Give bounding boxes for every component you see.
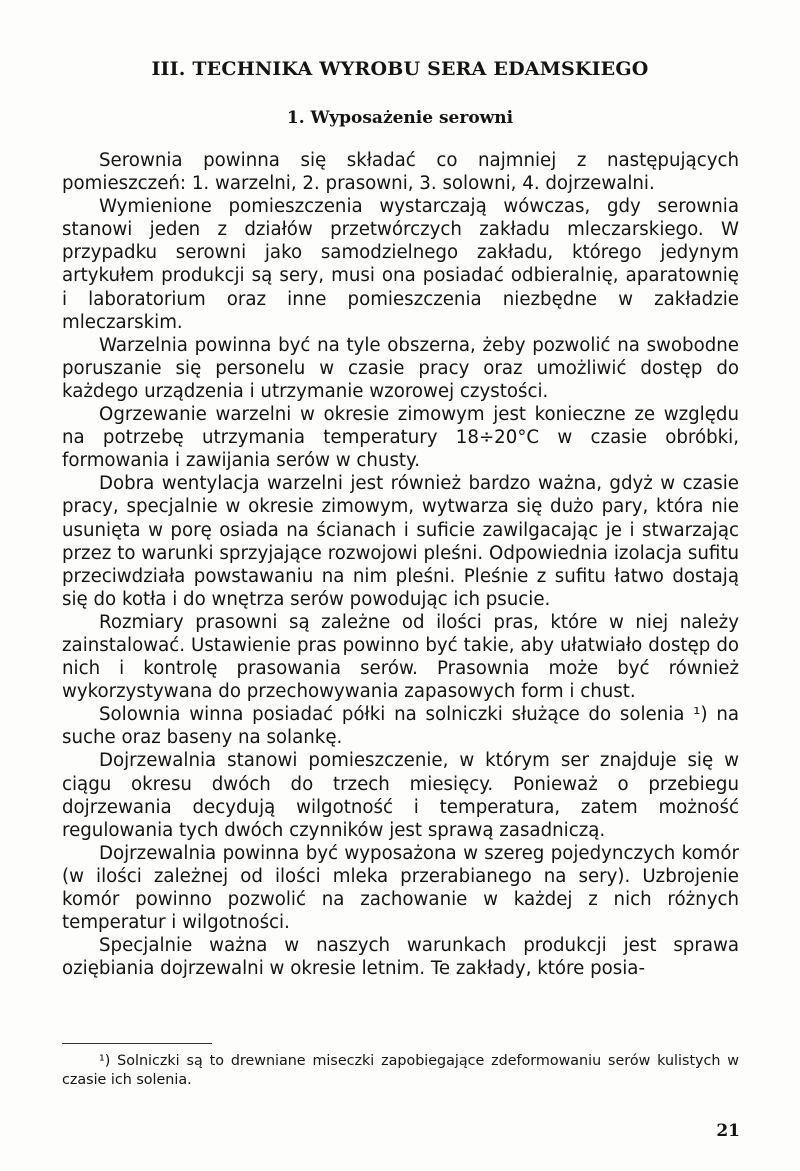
paragraph: Specjalnie ważna w naszych warunkach produkcji jest sprawa oziębiania dojrzewalni w okresie letnim. Te zakłady, które posia- <box>62 935 739 980</box>
section-title: 1. Wyposażenie serowni <box>286 108 514 128</box>
paragraph: Warzelnia powinna być na tyle obszerna, żeby pozwolić na swobodne poruszanie się personelu w czasie pracy oraz umożliwić dostęp do każdego urządzenia i utrzymanie wzorowej czystości. <box>62 334 739 402</box>
paragraph: Dojrzewalnia stanowi pomieszczenie, w którym ser znajduje się w ciągu okresu dwóch do trzech miesięcy. Ponieważ o przebiegu dojrzewania decydują wilgotność i temperatura, zatem możność regulowania tych dwóch czynników jest sprawą zasadniczą. <box>62 750 739 841</box>
paragraph: Dobra wentylacja warzelni jest również bardzo ważna, gdyż w czasie pracy, specjalnie w okresie zimowym, wytwarza się dużo pary, która nie usunięta w porę osiada na ścianach i suficie zawilgacając je i stwarzając przez to warunki sprzyjające rozwojowi pleśni. Odpowiednia izolacja sufitu przeciwdziała powstawaniu na nim pleśni. Pleśnie z sufitu łatwo dostają się do kotła i do wnętrza serów powodując ich psucie. <box>62 473 739 610</box>
footnote-divider <box>62 1043 212 1044</box>
paragraph: Solownia winna posiadać półki na solniczki służące do solenia ¹) na suche oraz baseny na solankę. <box>62 704 739 749</box>
paragraph: Dojrzewalnia powinna być wyposażona w szereg pojedynczych komór (w ilości zależnej od ilości mleka przerabianego na sery). Uzbrojenie komór powinno pozwolić na zachowanie w każdej z nich różnych temperatur i wilgotności. <box>62 842 739 934</box>
footnote: ¹) Solniczki są to drewniane miseczki zapobiegające zdeformowaniu serów kulistych w czasie ich solenia. <box>62 1053 739 1088</box>
paragraph: Serownia powinna się składać co najmniej z następujących pomieszczeń: 1. warzelni, 2. prasowni, 3. solowni, 4. dojrzewalni. <box>62 150 739 195</box>
paragraph: Wymienione pomieszczenia wystarczają wówczas, gdy serownia stanowi jeden z działów przetwórczych zakładu mleczarskiego. W przypadku serowni jako samodzielnego zakładu, którego jedynym artykułem produkcji są sery, musi ona posiadać odbieralnię, aparatownię i laboratorium oraz inne pomieszczenia niezbędne w zakładzie mleczarskim. <box>62 196 739 333</box>
paragraph: Ogrzewanie warzelni w okresie zimowym jest konieczne ze względu na potrzebę utrzymania temperatury 18÷20°C w czasie obróbki, formowania i zawijania serów w chusty. <box>62 404 739 472</box>
chapter-title: III. TECHNIKA WYROBU SERA EDAMSKIEGO <box>151 58 649 80</box>
paragraph: Rozmiary prasowni są zależne od ilości pras, które w niej należy zainstalować. Ustawienie pras powinno być takie, aby ułatwiało dostęp do nich i kontrolę prasowania serów. Prasownia może być również wykorzystywana do przechowywania zapasowych form i chust. <box>62 611 739 703</box>
body-text <box>62 149 739 980</box>
page-number: 21 <box>716 1121 740 1141</box>
